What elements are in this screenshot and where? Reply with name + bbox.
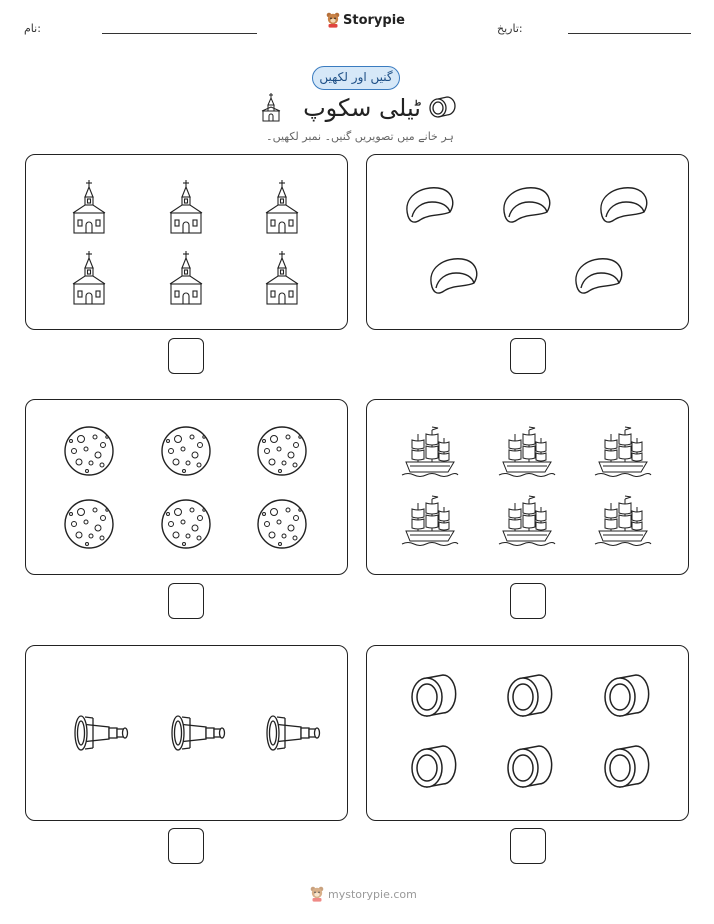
instructions: ہر خانے میں تصویریں گنیں۔ نمبر لکھیں۔ <box>266 130 454 143</box>
answer-box-churches[interactable] <box>168 338 204 374</box>
moon-icon <box>65 500 113 548</box>
church-icon <box>260 92 282 122</box>
telescope-group <box>25 645 348 821</box>
telescope-icon <box>172 716 225 750</box>
sailing-ship-icon <box>402 427 458 477</box>
church-icon <box>170 180 202 233</box>
church-group <box>25 154 348 330</box>
eyepiece-icon <box>428 94 456 120</box>
brand-logo <box>326 12 405 28</box>
ship-group <box>366 399 689 575</box>
moon-icon <box>65 427 113 475</box>
eyepiece-tube-icon <box>412 746 456 787</box>
bear-logo-icon <box>310 886 324 902</box>
lens-cap-icon <box>576 259 622 293</box>
lens-cap-icon <box>601 188 647 222</box>
eyepiece-tube-icon <box>508 675 552 716</box>
sailing-ship-icon <box>402 496 458 546</box>
answer-box-eyepieces[interactable] <box>510 828 546 864</box>
lens-cap-icon <box>504 188 550 222</box>
eyepiece-group <box>366 645 689 821</box>
moon-icon <box>258 500 306 548</box>
telescope-icon <box>267 716 320 750</box>
bear-logo-icon <box>326 12 340 28</box>
church-icon <box>266 180 298 233</box>
name-line[interactable] <box>102 33 257 34</box>
eyepiece-tube-icon <box>605 675 649 716</box>
answer-box-moons[interactable] <box>168 583 204 619</box>
name-label: نام: <box>24 22 41 35</box>
footer <box>310 886 417 902</box>
sailing-ship-icon <box>595 427 651 477</box>
sailing-ship-icon <box>499 427 555 477</box>
moon-icon <box>162 427 210 475</box>
moon-icon <box>258 427 306 475</box>
lens-cap-group <box>366 154 689 330</box>
page-title: ٹیلی سکوپ <box>303 94 421 122</box>
moon-group <box>25 399 348 575</box>
date-line[interactable] <box>568 33 691 34</box>
sailing-ship-icon <box>499 496 555 546</box>
answer-box-ships[interactable] <box>510 583 546 619</box>
lens-cap-icon <box>431 259 477 293</box>
footer-url[interactable]: mystorypie.com <box>328 887 417 901</box>
answer-box-telescopes[interactable] <box>168 828 204 864</box>
telescope-icon <box>75 716 128 750</box>
church-icon <box>73 180 105 233</box>
lens-cap-icon <box>407 188 453 222</box>
church-icon <box>170 251 202 304</box>
church-icon <box>266 251 298 304</box>
eyepiece-tube-icon <box>605 746 649 787</box>
eyepiece-tube-icon <box>508 746 552 787</box>
activity-badge: گنیں اور لکھیں <box>312 66 400 90</box>
moon-icon <box>162 500 210 548</box>
answer-box-lens-caps[interactable] <box>510 338 546 374</box>
brand-name: Storypie <box>343 12 405 28</box>
sailing-ship-icon <box>595 496 651 546</box>
eyepiece-tube-icon <box>412 675 456 716</box>
date-label: تاریخ: <box>497 22 523 35</box>
church-icon <box>73 251 105 304</box>
